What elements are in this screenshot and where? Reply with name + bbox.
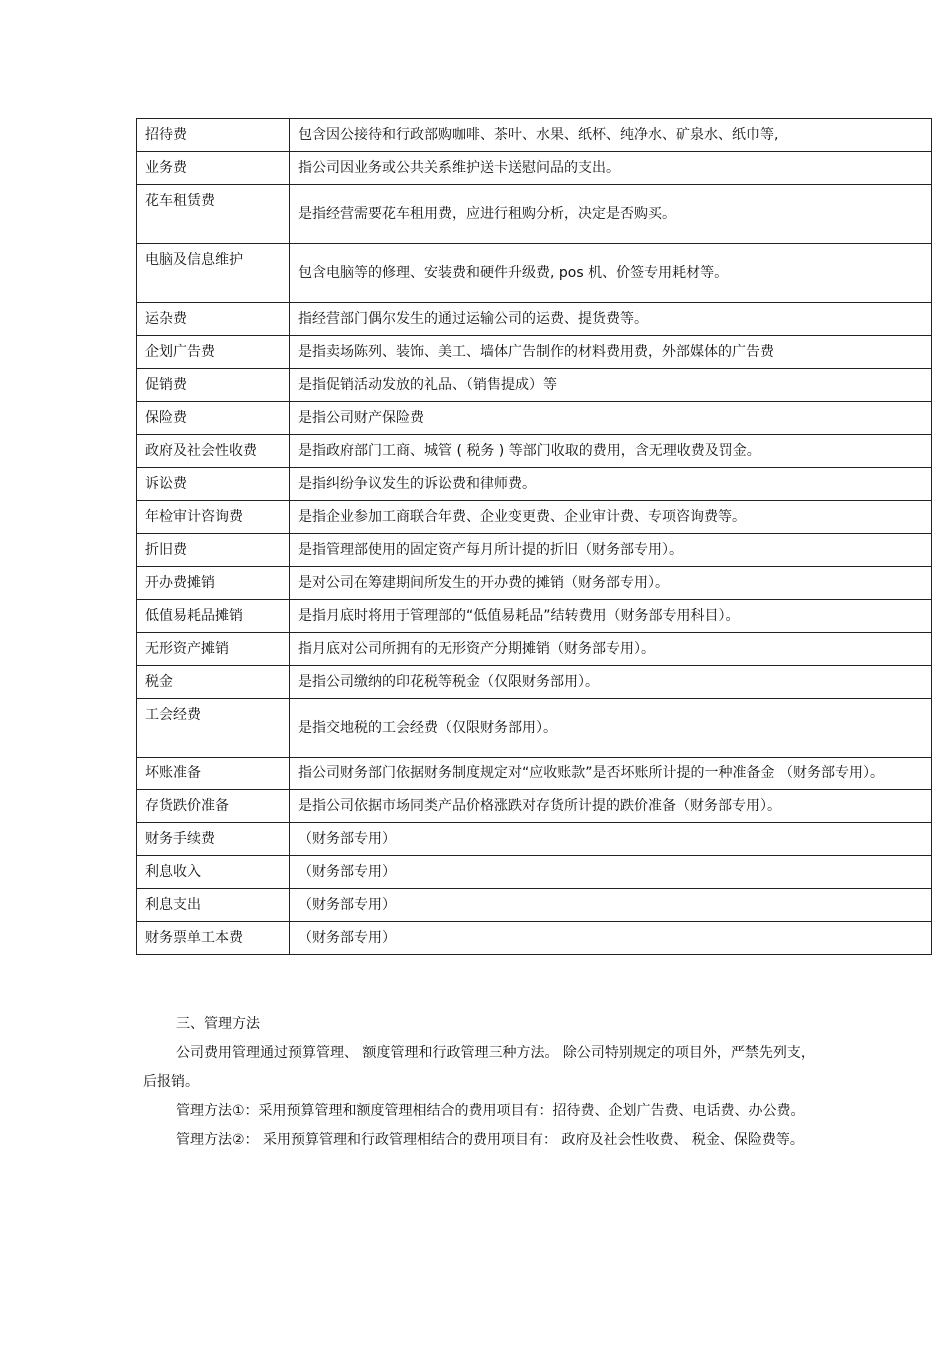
expense-item-description: 是指政府部门工商、城管 ( 税务 ) 等部门收取的费用，含无理收费及罚金。 [290, 435, 932, 468]
expense-item-name: 诉讼费 [137, 468, 290, 501]
expense-item-description: 是指公司依据市场同类产品价格涨跌对存货所计提的跌价准备（财务部专用）。 [290, 790, 932, 823]
table-row [137, 468, 932, 501]
table-row [137, 185, 932, 244]
expense-item-description: （财务部专用） [290, 889, 932, 922]
expense-item-name: 运杂费 [137, 303, 290, 336]
expense-item-name: 企划广告费 [137, 336, 290, 369]
expense-item-description: 指公司因业务或公共关系维护送卡送慰问品的支出。 [290, 152, 932, 185]
expense-item-name: 招待费 [137, 119, 290, 152]
table-row [137, 666, 932, 699]
table-row [137, 119, 932, 152]
table-row [137, 823, 932, 856]
expense-item-description: 是指企业参加工商联合年费、企业变更费、企业审计费、专项咨询费等。 [290, 501, 932, 534]
section-paragraph: 公司费用管理通过预算管理、 额度管理和行政管理三种方法。 除公司特别规定的项目外，严禁先列支，后报销。 [143, 1045, 815, 1090]
expense-item-name: 利息收入 [137, 856, 290, 889]
expense-item-name: 税金 [137, 666, 290, 699]
expense-item-name: 利息支出 [137, 889, 290, 922]
expense-item-name: 政府及社会性收费 [137, 435, 290, 468]
expense-item-name: 财务手续费 [137, 823, 290, 856]
expense-item-description: 是指公司缴纳的印花税等税金（仅限财务部用）。 [290, 666, 932, 699]
expense-item-name: 开办费摊销 [137, 567, 290, 600]
expense-item-name: 工会经费 [137, 699, 290, 758]
expense-item-description: 是指交地税的工会经费（仅限财务部用）。 [290, 699, 932, 758]
expense-item-description: 是指月底时将用于管理部的“低值易耗品”结转费用（财务部专用科目）。 [290, 600, 932, 633]
expense-item-name: 坏账准备 [137, 758, 290, 790]
expense-item-description: 是指管理部使用的固定资产每月所计提的折旧（财务部专用）。 [290, 534, 932, 567]
table-row [137, 856, 932, 889]
expense-item-name: 无形资产摊销 [137, 633, 290, 666]
expense-item-description: 指月底对公司所拥有的无形资产分期摊销（财务部专用）。 [290, 633, 932, 666]
management-methods-section [143, 1010, 823, 1155]
expense-item-name: 电脑及信息维护 [137, 244, 290, 303]
table-row [137, 633, 932, 666]
section-paragraph: 管理方法①：采用预算管理和额度管理相结合的费用项目有：招待费、企划广告费、电话费、办公费。 [176, 1103, 805, 1119]
expense-item-name: 促销费 [137, 369, 290, 402]
table-row [137, 889, 932, 922]
expense-item-description: 是指卖场陈列、装饰、美工、墙体广告制作的材料费用费，外部媒体的广告费 [290, 336, 932, 369]
table-row [137, 567, 932, 600]
expense-item-name: 低值易耗品摊销 [137, 600, 290, 633]
table-row [137, 534, 932, 567]
table-row [137, 336, 932, 369]
table-row [137, 369, 932, 402]
section-paragraph: 管理方法②： 采用预算管理和行政管理相结合的费用项目有： 政府及社会性收费、 税金、保险费等。 [176, 1132, 804, 1148]
table-row [137, 303, 932, 336]
expense-item-name: 财务票单工本费 [137, 922, 290, 955]
section-heading: 三、管理方法 [176, 1016, 260, 1032]
expense-item-name: 业务费 [137, 152, 290, 185]
expense-item-description: 是指纠纷争议发生的诉讼费和律师费。 [290, 468, 932, 501]
expense-item-description: 是指经营需要花车租用费，应进行租购分析，决定是否购买。 [290, 185, 932, 244]
table-row [137, 152, 932, 185]
table-row [137, 244, 932, 303]
table-row [137, 600, 932, 633]
expense-item-name: 保险费 [137, 402, 290, 435]
expense-item-description: （财务部专用） [290, 856, 932, 889]
table-row [137, 758, 932, 790]
expense-item-name: 年检审计咨询费 [137, 501, 290, 534]
expense-item-name: 花车租赁费 [137, 185, 290, 244]
expense-item-name: 存货跌价准备 [137, 790, 290, 823]
expense-table-body [137, 119, 932, 955]
expense-item-name: 折旧费 [137, 534, 290, 567]
expense-item-description: （财务部专用） [290, 823, 932, 856]
expense-item-description: 包含因公接待和行政部购咖啡、茶叶、水果、纸杯、纯净水、矿泉水、纸巾等, [290, 119, 932, 152]
expense-table [136, 118, 932, 955]
table-row [137, 922, 932, 955]
table-row [137, 402, 932, 435]
expense-item-description: 指公司财务部门依据财务制度规定对“应收账款”是否坏账所计提的一种准备金 （财务部专用）。 [290, 758, 932, 790]
table-row [137, 435, 932, 468]
table-row [137, 790, 932, 823]
expense-item-description: 是对公司在筹建期间所发生的开办费的摊销（财务部专用）。 [290, 567, 932, 600]
table-row [137, 699, 932, 758]
expense-item-description: （财务部专用） [290, 922, 932, 955]
expense-item-description: 是指促销活动发放的礼品、（销售提成）等 [290, 369, 932, 402]
table-row [137, 501, 932, 534]
expense-item-description: 指经营部门偶尔发生的通过运输公司的运费、提货费等。 [290, 303, 932, 336]
expense-item-description: 是指公司财产保险费 [290, 402, 932, 435]
expense-item-description: 包含电脑等的修理、安装费和硬件升级费, pos 机、价签专用耗材等。 [290, 244, 932, 303]
